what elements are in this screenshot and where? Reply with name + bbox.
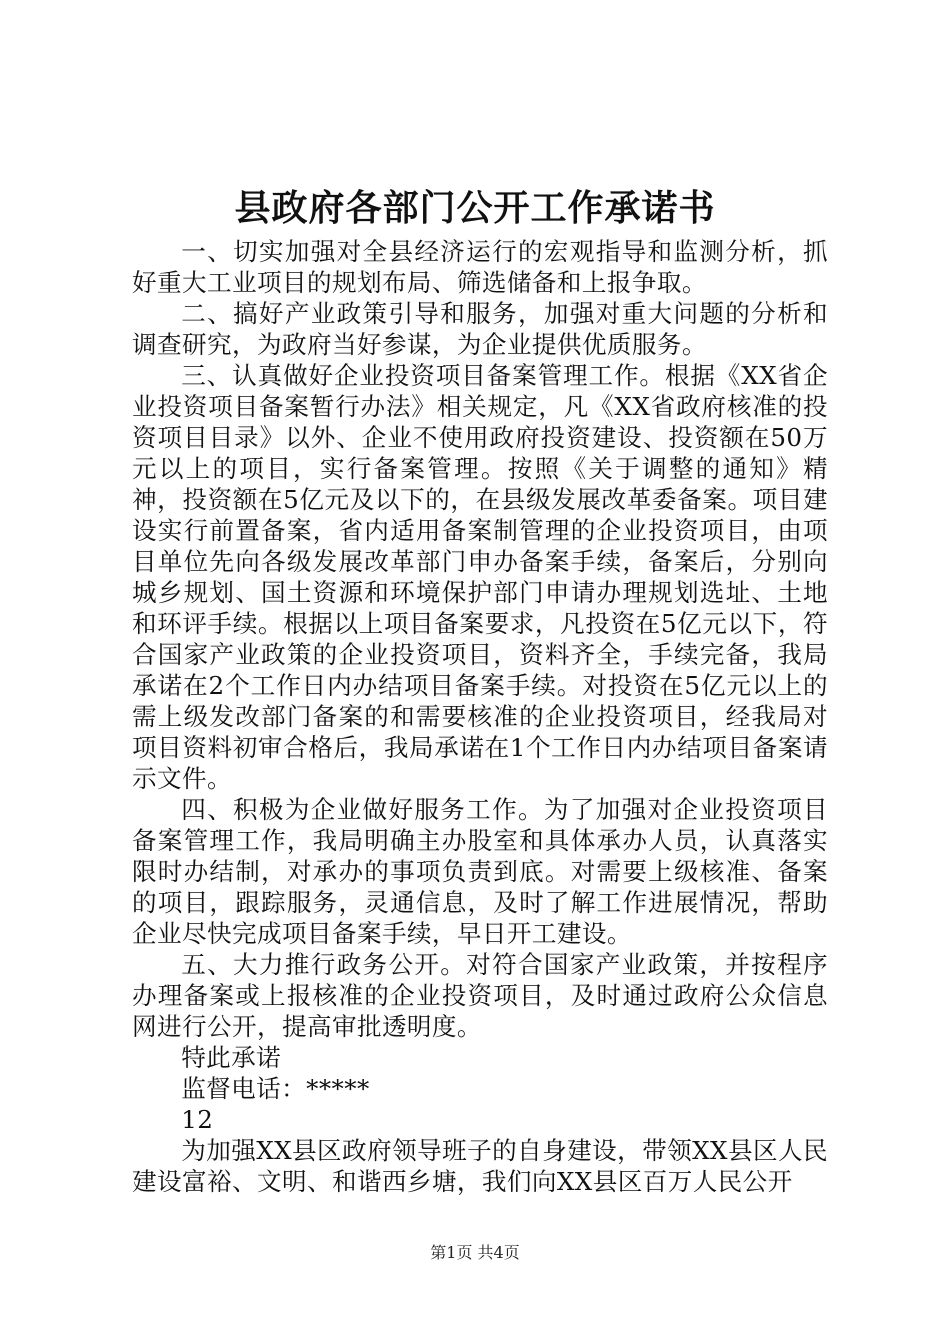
paragraph-3: 三、认真做好企业投资项目备案管理工作。根据《XX省企业投资项目备案暂行办法》相关规定，凡《XX省政府核准的投资项目目录》以外、企业不使用政府投资建设、投资额在50万元以上的项目，实行备案管理。按照《关于调整的通知》精神，投资额在5亿元及以下的，在县级发展改革委备案。项目建设实行前置备案，省内适用备案制管理的企业投资项目，由项目单位先向各级发展改革部门申办备案手续，备案后，分别向城乡规划、国土资源和环境保护部门申请办理规划选址、土地和环评手续。根据以上项目备案要求，凡投资在5亿元以下，符合国家产业政策的企业投资项目，资料齐全，手续完备，我局承诺在2个工作日内办结项目备案手续。对投资在5亿元以上的需上级发改部门备案的和需要核准的企业投资项目，经我局对项目资料初审合格后，我局承诺在1个工作日内办结项目备案请示文件。 [132,361,828,793]
paragraph-4: 四、积极为企业做好服务工作。为了加强对企业投资项目备案管理工作，我局明确主办股室和具体承办人员，认真落实限时办结制，对承办的事项负责到底。对需要上级核准、备案的项目，跟踪服务，灵通信息，及时了解工作进展情况，帮助企业尽快完成项目备案手续，早日开工建设。 [132,795,828,948]
page-footer: 第1页 共4页 [430,1243,520,1262]
section-number: 12 [181,1105,214,1134]
paragraph-1: 一、切实加强对全县经济运行的宏观指导和监测分析，抓好重大工业项目的规划布局、筛选储备和上报争取。 [132,237,828,297]
supervision-phone: 监督电话：***** [181,1074,370,1103]
paragraph-next: 为加强XX县区政府领导班子的自身建设，带领XX县区人民建设富裕、文明、和谐西乡塘，我们向XX县区百万人民公开 [132,1136,828,1196]
paragraph-2: 二、搞好产业政策引导和服务，加强对重大问题的分析和调查研究，为政府当好参谋，为企业提供优质服务。 [132,299,828,359]
paragraph-5: 五、大力推行政务公开。对符合国家产业政策，并按程序办理备案或上报核准的企业投资项目，及时通过政府公众信息网进行公开，提高审批透明度。 [132,950,828,1041]
document-title: 县政府各部门公开工作承诺书 [234,187,716,229]
closing-statement: 特此承诺 [181,1043,282,1072]
document-body [132,236,828,1197]
